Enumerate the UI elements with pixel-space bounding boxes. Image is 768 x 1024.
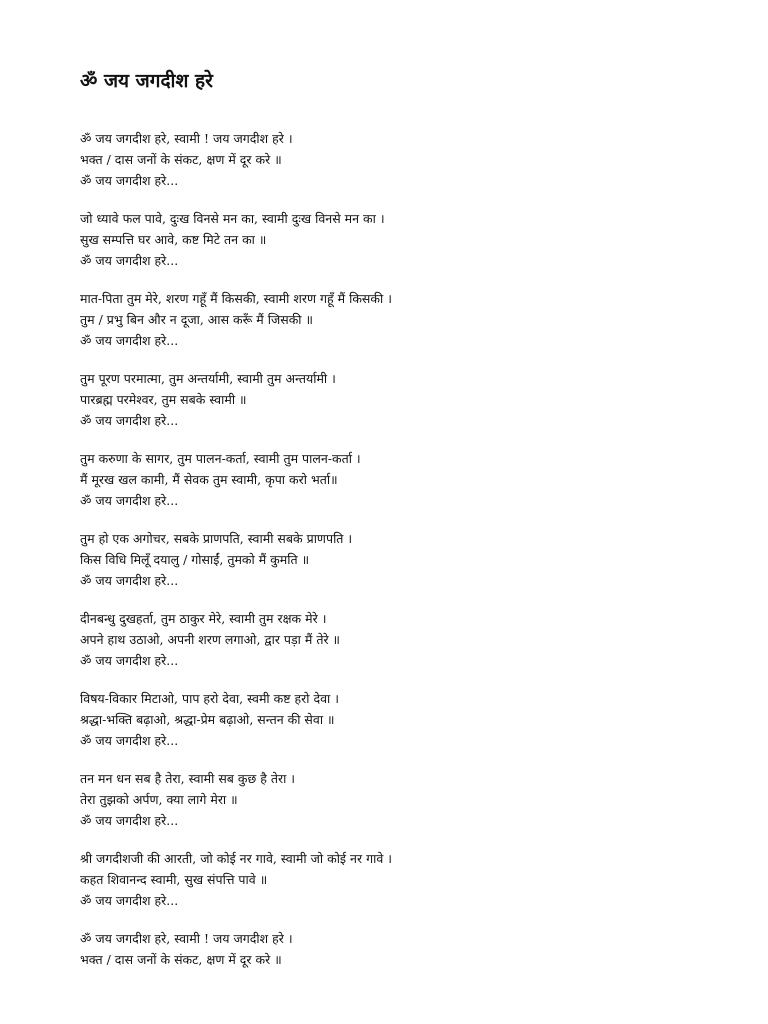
verse-line: तुम हो एक अगोचर, सबके प्राणपति, स्वामी सबके प्राणपति । [80, 531, 353, 546]
document-page [80, 68, 740, 987]
verse-line: ॐ जय जगदीश हरे... [80, 253, 179, 268]
stanza [80, 528, 740, 591]
verse-line: सुख सम्पत्ति घर आवे, कष्ट मिटे तन का ॥ [80, 232, 267, 247]
verse-line: श्रद्धा-भक्ति बढ़ाओ, श्रद्धा-प्रेम बढ़ाओ, सन्तन की सेवा ॥ [80, 712, 335, 727]
verse-line: ॐ जय जगदीश हरे... [80, 493, 179, 508]
verse-line: दीनबन्धु दुखहर्ता, तुम ठाकुर मेरे, स्वामी तुम रक्षक मेरे । [80, 611, 327, 626]
verse-line: विषय-विकार मिटाओ, पाप हरो देवा, स्वमी कष्ट हरो देवा । [80, 691, 339, 706]
verse-line: ॐ जय जगदीश हरे... [80, 733, 179, 748]
verse-line: भक्त / दास जनों के संकट, क्षण में दूर करे ॥ [80, 152, 282, 167]
verse-line: कहत शिवानन्द स्वामी, सुख संपत्ति पावे ॥ [80, 872, 268, 887]
verse-line: तुम करुणा के सागर, तुम पालन-कर्ता, स्वामी तुम पालन-कर्ता । [80, 451, 361, 466]
verse-line: जो ध्यावे फल पावे, दुःख विनसे मन का, स्वामी दुःख विनसे मन का । [80, 211, 385, 226]
verse-line: ॐ जय जगदीश हरे... [80, 573, 179, 588]
verse-line: तेरा तुझको अर्पण, क्या लागे मेरा ॥ [80, 792, 238, 807]
stanza [80, 768, 740, 831]
stanza [80, 288, 740, 351]
verse-line: ॐ जय जगदीश हरे, स्वामी ! जय जगदीश हरे । [80, 131, 293, 146]
stanza [80, 208, 740, 271]
document-title: ॐ जय जगदीश हरे [80, 70, 213, 92]
verse-line: तुम पूरण परमात्मा, तुम अन्तर्यामी, स्वामी तुम अन्तर्यामी । [80, 371, 336, 386]
stanza [80, 368, 740, 431]
verse-line: मात-पिता तुम मेरे, शरण गहूँ मैं किसकी, स्वामी शरण गहूँ मैं किसकी । [80, 291, 392, 306]
verse-line: श्री जगदीशजी की आरती, जो कोई नर गावे, स्वामी जो कोई नर गावे । [80, 851, 393, 866]
verse-line: ॐ जय जगदीश हरे... [80, 173, 179, 188]
verse-line: अपने हाथ उठाओ, अपनी शरण लगाओ, द्वार पड़ा मैं तेरे ॥ [80, 632, 341, 647]
stanza [80, 448, 740, 511]
verse-line: ॐ जय जगदीश हरे... [80, 413, 179, 428]
stanza [80, 128, 740, 191]
verse-line: ॐ जय जगदीश हरे, स्वामी ! जय जगदीश हरे । [80, 931, 293, 946]
verse-line: मैं मूरख खल कामी, मैं सेवक तुम स्वामी, कृपा करो भर्ता॥ [80, 472, 338, 487]
stanza [80, 848, 740, 911]
verse-line: ॐ जय जगदीश हरे... [80, 813, 179, 828]
stanza [80, 928, 740, 970]
verse-line: भक्त / दास जनों के संकट, क्षण में दूर करे ॥ [80, 952, 282, 967]
stanza-list [80, 128, 740, 970]
stanza [80, 608, 740, 671]
verse-line: किस विधि मिलूँ दयालु / गोसाईं, तुमको मैं कुमति ॥ [80, 552, 310, 567]
stanza [80, 688, 740, 751]
verse-line: ॐ जय जगदीश हरे... [80, 653, 179, 668]
verse-line: पारब्रह्म परमेश्वर, तुम सबके स्वामी ॥ [80, 392, 247, 407]
verse-line: ॐ जय जगदीश हरे... [80, 893, 179, 908]
verse-line: तुम / प्रभु बिन और न दूजा, आस करूँ मैं जिसकी ॥ [80, 312, 313, 327]
verse-line: ॐ जय जगदीश हरे... [80, 333, 179, 348]
verse-line: तन मन धन सब है तेरा, स्वामी सब कुछ है तेरा । [80, 771, 296, 786]
